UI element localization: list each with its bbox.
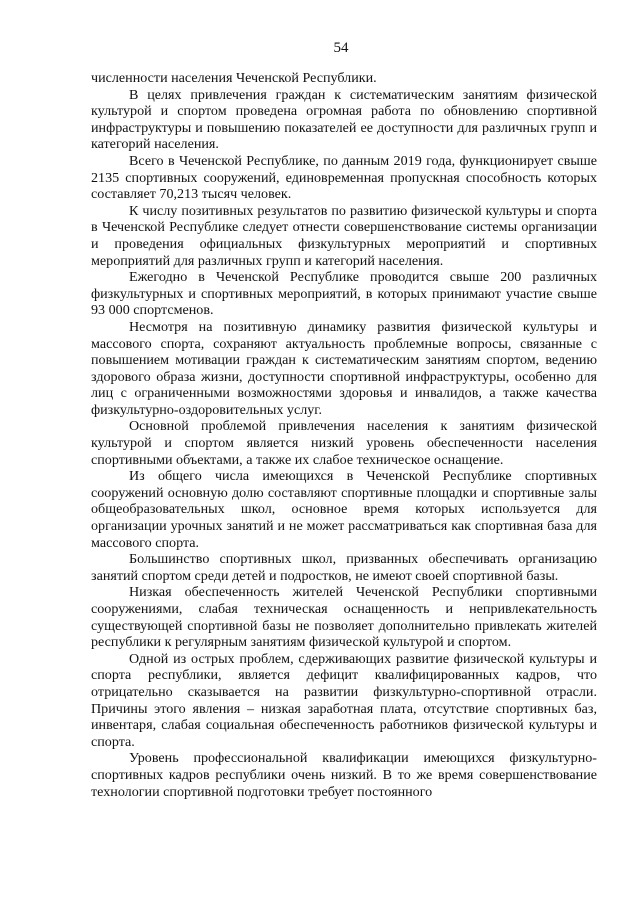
paragraph: Одной из острых проблем, сдерживающих развитие физической культуры и спорта республики, является дефицит квалифицированных кадров, что отрицательно сказывается на развитии физкультурно-спортивной отрасли. Причины этого явления – низкая заработная плата, отсутствие спортивных баз, инвентаря, слабая социальная обеспеченность работников физической культуры и спорта. [91,650,597,750]
paragraph: Всего в Чеченской Республике, по данным 2019 года, функционирует свыше 2135 спортивных сооружений, единовременная пропускная способность которых составляет 70,213 тысяч человек. [91,152,597,203]
paragraph: Большинство спортивных школ, призванных обеспечивать организацию занятий спортом среди детей и подростков, не имеют своей спортивной базы. [91,551,597,584]
paragraph: Низкая обеспеченность жителей Чеченской Республики спортивными сооружениями, слабая техническая оснащенность и непривлекательность существующей спортивной базы не позволяет дополнительно привлекать жителей республики к регулярным занятиям физической культурой и спортом. [91,584,597,651]
paragraph: Уровень профессиональной квалификации имеющихся физкультурно-спортивных кадров республики очень низкий. В то же время совершенствование технологии спортивной подготовки требует постоянного [91,750,597,800]
body-text [91,70,597,800]
paragraph: Основной проблемой привлечения населения к занятиям физической культурой и спортом является низкий уровень обеспеченности населения спортивными объектами, а также их слабое техническое оснащение. [91,418,597,468]
paragraph: Несмотря на позитивную динамику развития физической культуры и массового спорта, сохраняют актуальность проблемные вопросы, связанные с повышением мотивации граждан к систематическим занятиям спортом, ведению здорового образа жизни, доступности спортивной инфраструктуры, особенно для лиц с ограниченными возможностями здоровья и инвалидов, а также качества физкультурно-оздоровительных услуг. [91,318,597,418]
paragraph: В целях привлечения граждан к систематическим занятиям физической культурой и спортом проведена огромная работа по обновлению спортивной инфраструктуры и повышению показателей ее доступности для различных групп и категорий населения. [91,86,597,153]
paragraph: Ежегодно в Чеченской Республике проводится свыше 200 различных физкультурных и спортивных мероприятий, в которых принимают участие свыше 93 000 спортсменов. [91,269,597,319]
paragraph: Из общего числа имеющихся в Чеченской Республике спортивных сооружений основную долю составляют спортивные площадки и спортивные залы общеобразовательных школ, основное время которых используется для организации урочных занятий и не может рассматриваться как спортивная база для массового спорта. [91,468,597,551]
paragraph: К числу позитивных результатов по развитию физической культуры и спорта в Чеченской Республике следует отнести совершенствование системы организации и проведения официальных физкультурных мероприятий и спортивных мероприятий для различных групп и категорий населения. [91,202,597,269]
page-number: 54 [333,40,349,56]
paragraph-continuation: численности населения Чеченской Республики. [91,70,377,86]
